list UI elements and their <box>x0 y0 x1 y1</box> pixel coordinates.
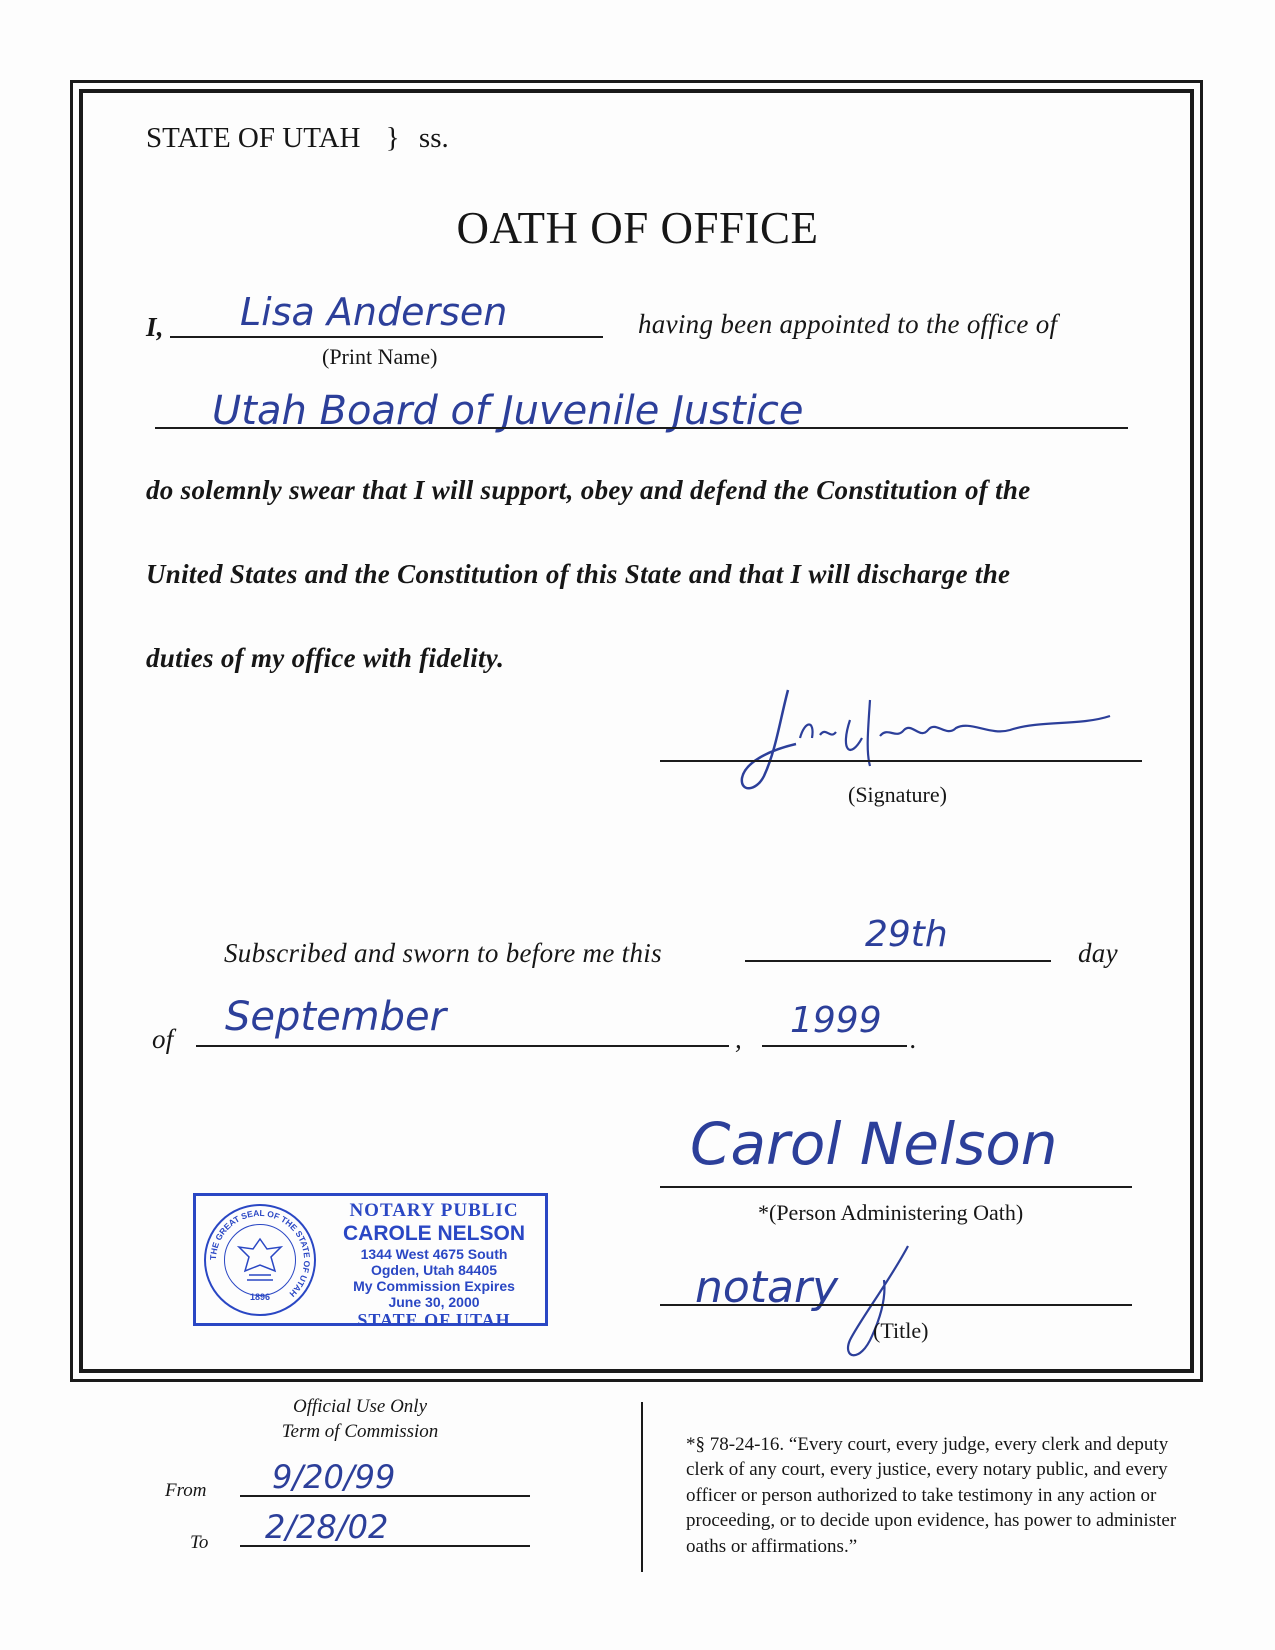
to-line <box>240 1545 530 1547</box>
statute-text: *§ 78-24-16. “Every court, every judge, every clerk and deputy clerk of any court, every justice, every notary public, and every officer or person authorized to take testimony in any action or proceeding, or to decide upon evidence, has power to administer oaths or affirmations.” <box>686 1434 1177 1557</box>
from-line <box>240 1495 530 1497</box>
appointed-text: having been appointed to the office of <box>638 309 1058 339</box>
official-use-heading <box>240 1395 480 1444</box>
state-heading <box>146 122 449 155</box>
office-value: Utah Board of Juvenile Justice <box>212 388 804 434</box>
administrator-label: *(Person Administering Oath) <box>758 1200 1024 1225</box>
title-label: (Title) <box>873 1318 929 1343</box>
title-line <box>660 1304 1132 1306</box>
from-label: From <box>165 1480 207 1501</box>
stamp-name: CAROLE NELSON <box>342 1221 525 1245</box>
office-line <box>155 427 1128 429</box>
year-value: 1999 <box>790 1000 882 1041</box>
stamp-commission: My Commission Expires <box>353 1278 515 1295</box>
eagle-icon <box>225 1225 295 1295</box>
to-label: To <box>190 1532 209 1553</box>
ss-label: ss. <box>418 122 449 154</box>
stamp-text <box>324 1200 544 1331</box>
notary-stamp <box>193 1193 548 1331</box>
oath-line-3: duties of my office with fidelity. <box>146 643 505 673</box>
signature-line <box>660 760 1142 762</box>
day-value: 29th <box>865 914 948 955</box>
brace: } <box>385 122 400 154</box>
subscribed-text: Subscribed and sworn to before me this <box>224 938 662 968</box>
month-value: September <box>225 994 447 1040</box>
name-value: Lisa Andersen <box>240 290 508 334</box>
administrator-line <box>660 1186 1132 1188</box>
i-label: I, <box>146 312 164 342</box>
state-seal <box>204 1204 316 1316</box>
stamp-address-2: Ogden, Utah 84405 <box>370 1262 498 1279</box>
official-use-line1: Official Use Only <box>292 1396 428 1417</box>
print-name-label: (Print Name) <box>322 344 438 369</box>
stamp-address-1: 1344 West 4675 South <box>360 1245 508 1262</box>
seal-year: 1896 <box>249 1292 271 1302</box>
to-value: 2/28/02 <box>265 1508 389 1546</box>
stamp-notary-public: NOTARY PUBLIC <box>349 1200 519 1221</box>
name-line <box>170 336 603 338</box>
seal-text: THE GREAT SEAL OF THE STATE OF UTAH <box>207 1207 313 1299</box>
administrator-signature: Carol Nelson <box>690 1110 1058 1178</box>
from-value: 9/20/99 <box>272 1458 396 1496</box>
official-use-line2: Term of Commission <box>281 1420 439 1442</box>
year-line <box>762 1045 907 1047</box>
oath-line-1: do solemnly swear that I will support, obey and defend the Constitution of the <box>146 475 1031 505</box>
stamp-expires: June 30, 2000 <box>388 1294 480 1311</box>
state-label: STATE OF UTAH <box>146 122 361 154</box>
comma: , <box>735 1024 743 1054</box>
title-value: notary <box>695 1262 839 1313</box>
month-line <box>196 1045 729 1047</box>
page-title: OATH OF OFFICE <box>456 203 819 253</box>
oath-line-2: United States and the Constitution of this State and that I will discharge the <box>146 559 1011 589</box>
footer-divider <box>641 1402 643 1572</box>
day-label: day <box>1078 938 1118 968</box>
of-label: of <box>152 1024 174 1054</box>
day-line <box>745 960 1051 962</box>
stamp-state: STATE OF UTAH <box>357 1310 511 1331</box>
period: . <box>910 1024 918 1054</box>
seal-emblem <box>224 1224 296 1296</box>
signature-label: (Signature) <box>848 782 947 807</box>
